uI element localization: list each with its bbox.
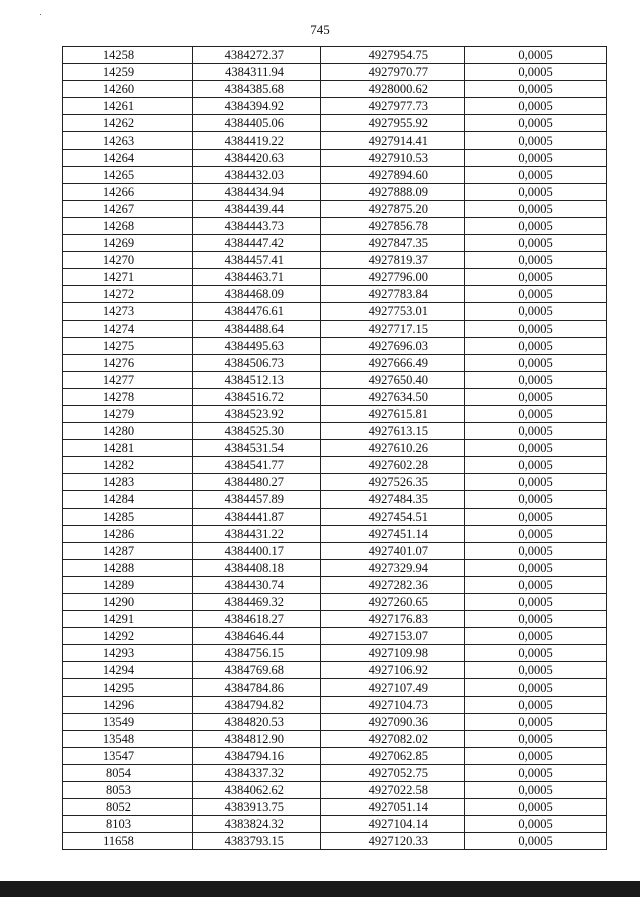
y-coordinate-cell: 4927260.65 (321, 594, 465, 611)
y-coordinate-cell: 4927176.83 (321, 611, 465, 628)
x-coordinate-cell: 4384439.44 (193, 200, 321, 217)
value-cell: 0,0005 (465, 628, 607, 645)
value-cell: 0,0005 (465, 542, 607, 559)
x-coordinate-cell: 4384457.41 (193, 252, 321, 269)
value-cell: 0,0005 (465, 730, 607, 747)
value-cell: 0,0005 (465, 405, 607, 422)
y-coordinate-cell: 4927401.07 (321, 542, 465, 559)
value-cell: 0,0005 (465, 713, 607, 730)
value-cell: 0,0005 (465, 833, 607, 850)
y-coordinate-cell: 4927717.15 (321, 320, 465, 337)
value-cell: 0,0005 (465, 799, 607, 816)
x-coordinate-cell: 4384794.82 (193, 696, 321, 713)
point-id-cell: 14279 (63, 405, 193, 422)
x-coordinate-cell: 4384516.72 (193, 388, 321, 405)
table-row (63, 764, 607, 781)
y-coordinate-cell: 4927977.73 (321, 98, 465, 115)
point-id-cell: 14260 (63, 81, 193, 98)
coordinates-table (62, 46, 607, 850)
page-number: 745 (310, 22, 330, 37)
x-coordinate-cell: 4384062.62 (193, 782, 321, 799)
y-coordinate-cell: 4928000.62 (321, 81, 465, 98)
table-row (63, 782, 607, 799)
x-coordinate-cell: 4384531.54 (193, 440, 321, 457)
x-coordinate-cell: 4384337.32 (193, 764, 321, 781)
y-coordinate-cell: 4927082.02 (321, 730, 465, 747)
y-coordinate-cell: 4927153.07 (321, 628, 465, 645)
table-row (63, 645, 607, 662)
point-id-cell: 14267 (63, 200, 193, 217)
table-row (63, 303, 607, 320)
y-coordinate-cell: 4927856.78 (321, 217, 465, 234)
table-row (63, 594, 607, 611)
x-coordinate-cell: 4384488.64 (193, 320, 321, 337)
x-coordinate-cell: 4383824.32 (193, 816, 321, 833)
table-row (63, 525, 607, 542)
table-row (63, 491, 607, 508)
value-cell: 0,0005 (465, 200, 607, 217)
x-coordinate-cell: 4384646.44 (193, 628, 321, 645)
x-coordinate-cell: 4384432.03 (193, 166, 321, 183)
point-id-cell: 14276 (63, 354, 193, 371)
y-coordinate-cell: 4927610.26 (321, 440, 465, 457)
x-coordinate-cell: 4384794.16 (193, 747, 321, 764)
point-id-cell: 14274 (63, 320, 193, 337)
point-id-cell: 14291 (63, 611, 193, 628)
table-row (63, 235, 607, 252)
value-cell: 0,0005 (465, 149, 607, 166)
x-coordinate-cell: 4384480.27 (193, 474, 321, 491)
value-cell: 0,0005 (465, 132, 607, 149)
point-id-cell: 14284 (63, 491, 193, 508)
y-coordinate-cell: 4927602.28 (321, 457, 465, 474)
point-id-cell: 14282 (63, 457, 193, 474)
point-id-cell: 14261 (63, 98, 193, 115)
y-coordinate-cell: 4927051.14 (321, 799, 465, 816)
x-coordinate-cell: 4384443.73 (193, 217, 321, 234)
x-coordinate-cell: 4384468.09 (193, 286, 321, 303)
value-cell: 0,0005 (465, 320, 607, 337)
table-row (63, 166, 607, 183)
y-coordinate-cell: 4927783.84 (321, 286, 465, 303)
table-row (63, 508, 607, 525)
point-id-cell: 14275 (63, 337, 193, 354)
x-coordinate-cell: 4384272.37 (193, 47, 321, 64)
point-id-cell: 8103 (63, 816, 193, 833)
value-cell: 0,0005 (465, 252, 607, 269)
value-cell: 0,0005 (465, 98, 607, 115)
y-coordinate-cell: 4927634.50 (321, 388, 465, 405)
x-coordinate-cell: 4384434.94 (193, 183, 321, 200)
x-coordinate-cell: 4384523.92 (193, 405, 321, 422)
value-cell: 0,0005 (465, 457, 607, 474)
y-coordinate-cell: 4927107.49 (321, 679, 465, 696)
table-row (63, 47, 607, 64)
y-coordinate-cell: 4927090.36 (321, 713, 465, 730)
value-cell: 0,0005 (465, 337, 607, 354)
y-coordinate-cell: 4927526.35 (321, 474, 465, 491)
point-id-cell: 14268 (63, 217, 193, 234)
value-cell: 0,0005 (465, 508, 607, 525)
y-coordinate-cell: 4927104.14 (321, 816, 465, 833)
point-id-cell: 8054 (63, 764, 193, 781)
value-cell: 0,0005 (465, 371, 607, 388)
value-cell: 0,0005 (465, 81, 607, 98)
y-coordinate-cell: 4927484.35 (321, 491, 465, 508)
table-row (63, 98, 607, 115)
x-coordinate-cell: 4384756.15 (193, 645, 321, 662)
value-cell: 0,0005 (465, 782, 607, 799)
value-cell: 0,0005 (465, 611, 607, 628)
table-row (63, 696, 607, 713)
value-cell: 0,0005 (465, 594, 607, 611)
point-id-cell: 14295 (63, 679, 193, 696)
point-id-cell: 8053 (63, 782, 193, 799)
x-coordinate-cell: 4384525.30 (193, 423, 321, 440)
table-row (63, 388, 607, 405)
y-coordinate-cell: 4927052.75 (321, 764, 465, 781)
x-coordinate-cell: 4383913.75 (193, 799, 321, 816)
y-coordinate-cell: 4927104.73 (321, 696, 465, 713)
value-cell: 0,0005 (465, 166, 607, 183)
table-row (63, 337, 607, 354)
y-coordinate-cell: 4927894.60 (321, 166, 465, 183)
point-id-cell: 14292 (63, 628, 193, 645)
y-coordinate-cell: 4927875.20 (321, 200, 465, 217)
x-coordinate-cell: 4384784.86 (193, 679, 321, 696)
point-id-cell: 14266 (63, 183, 193, 200)
table-row (63, 474, 607, 491)
y-coordinate-cell: 4927910.53 (321, 149, 465, 166)
point-id-cell: 14294 (63, 662, 193, 679)
coordinates-table-body (63, 47, 607, 850)
table-row (63, 730, 607, 747)
table-row (63, 183, 607, 200)
table-row (63, 132, 607, 149)
x-coordinate-cell: 4384441.87 (193, 508, 321, 525)
x-coordinate-cell: 4384385.68 (193, 81, 321, 98)
x-coordinate-cell: 4384430.74 (193, 576, 321, 593)
value-cell: 0,0005 (465, 388, 607, 405)
table-row (63, 320, 607, 337)
y-coordinate-cell: 4927106.92 (321, 662, 465, 679)
point-id-cell: 14283 (63, 474, 193, 491)
point-id-cell: 14269 (63, 235, 193, 252)
point-id-cell: 14270 (63, 252, 193, 269)
x-coordinate-cell: 4384506.73 (193, 354, 321, 371)
value-cell: 0,0005 (465, 183, 607, 200)
value-cell: 0,0005 (465, 525, 607, 542)
x-coordinate-cell: 4384420.63 (193, 149, 321, 166)
table-row (63, 252, 607, 269)
x-coordinate-cell: 4384618.27 (193, 611, 321, 628)
y-coordinate-cell: 4927888.09 (321, 183, 465, 200)
table-row (63, 269, 607, 286)
point-id-cell: 14262 (63, 115, 193, 132)
x-coordinate-cell: 4384405.06 (193, 115, 321, 132)
table-row (63, 115, 607, 132)
y-coordinate-cell: 4927120.33 (321, 833, 465, 850)
y-coordinate-cell: 4927062.85 (321, 747, 465, 764)
value-cell: 0,0005 (465, 217, 607, 234)
point-id-cell: 14288 (63, 559, 193, 576)
point-id-cell: 14259 (63, 64, 193, 81)
point-id-cell: 14285 (63, 508, 193, 525)
point-id-cell: 13548 (63, 730, 193, 747)
table-row (63, 64, 607, 81)
x-coordinate-cell: 4384457.89 (193, 491, 321, 508)
table-row (63, 217, 607, 234)
scan-speck (40, 14, 41, 15)
point-id-cell: 14272 (63, 286, 193, 303)
point-id-cell: 14264 (63, 149, 193, 166)
point-id-cell: 11658 (63, 833, 193, 850)
y-coordinate-cell: 4927914.41 (321, 132, 465, 149)
table-row (63, 679, 607, 696)
point-id-cell: 14278 (63, 388, 193, 405)
point-id-cell: 14281 (63, 440, 193, 457)
value-cell: 0,0005 (465, 816, 607, 833)
y-coordinate-cell: 4927819.37 (321, 252, 465, 269)
y-coordinate-cell: 4927615.81 (321, 405, 465, 422)
value-cell: 0,0005 (465, 115, 607, 132)
x-coordinate-cell: 4384512.13 (193, 371, 321, 388)
value-cell: 0,0005 (465, 645, 607, 662)
x-coordinate-cell: 4384419.22 (193, 132, 321, 149)
value-cell: 0,0005 (465, 354, 607, 371)
value-cell: 0,0005 (465, 491, 607, 508)
table-row (63, 713, 607, 730)
table-row (63, 200, 607, 217)
x-coordinate-cell: 4384311.94 (193, 64, 321, 81)
value-cell: 0,0005 (465, 576, 607, 593)
value-cell: 0,0005 (465, 679, 607, 696)
y-coordinate-cell: 4927451.14 (321, 525, 465, 542)
point-id-cell: 8052 (63, 799, 193, 816)
scan-bottom-edge (0, 881, 640, 897)
value-cell: 0,0005 (465, 286, 607, 303)
y-coordinate-cell: 4927613.15 (321, 423, 465, 440)
x-coordinate-cell: 4384408.18 (193, 559, 321, 576)
x-coordinate-cell: 4384541.77 (193, 457, 321, 474)
x-coordinate-cell: 4384812.90 (193, 730, 321, 747)
point-id-cell: 14271 (63, 269, 193, 286)
x-coordinate-cell: 4384447.42 (193, 235, 321, 252)
value-cell: 0,0005 (465, 696, 607, 713)
value-cell: 0,0005 (465, 47, 607, 64)
y-coordinate-cell: 4927796.00 (321, 269, 465, 286)
table-row (63, 81, 607, 98)
x-coordinate-cell: 4384394.92 (193, 98, 321, 115)
x-coordinate-cell: 4384476.61 (193, 303, 321, 320)
y-coordinate-cell: 4927666.49 (321, 354, 465, 371)
y-coordinate-cell: 4927970.77 (321, 64, 465, 81)
y-coordinate-cell: 4927454.51 (321, 508, 465, 525)
value-cell: 0,0005 (465, 559, 607, 576)
coordinates-table-container (62, 46, 606, 850)
value-cell: 0,0005 (465, 64, 607, 81)
x-coordinate-cell: 4384469.32 (193, 594, 321, 611)
table-row (63, 423, 607, 440)
point-id-cell: 14277 (63, 371, 193, 388)
value-cell: 0,0005 (465, 747, 607, 764)
table-row (63, 457, 607, 474)
y-coordinate-cell: 4927282.36 (321, 576, 465, 593)
table-row (63, 662, 607, 679)
x-coordinate-cell: 4384495.63 (193, 337, 321, 354)
y-coordinate-cell: 4927650.40 (321, 371, 465, 388)
y-coordinate-cell: 4927753.01 (321, 303, 465, 320)
point-id-cell: 14273 (63, 303, 193, 320)
point-id-cell: 13549 (63, 713, 193, 730)
value-cell: 0,0005 (465, 269, 607, 286)
point-id-cell: 14265 (63, 166, 193, 183)
y-coordinate-cell: 4927696.03 (321, 337, 465, 354)
point-id-cell: 14263 (63, 132, 193, 149)
point-id-cell: 14289 (63, 576, 193, 593)
y-coordinate-cell: 4927109.98 (321, 645, 465, 662)
point-id-cell: 14286 (63, 525, 193, 542)
table-row (63, 799, 607, 816)
x-coordinate-cell: 4384400.17 (193, 542, 321, 559)
point-id-cell: 14287 (63, 542, 193, 559)
y-coordinate-cell: 4927329.94 (321, 559, 465, 576)
point-id-cell: 14296 (63, 696, 193, 713)
table-row (63, 542, 607, 559)
value-cell: 0,0005 (465, 235, 607, 252)
point-id-cell: 14280 (63, 423, 193, 440)
table-row (63, 286, 607, 303)
y-coordinate-cell: 4927022.58 (321, 782, 465, 799)
value-cell: 0,0005 (465, 474, 607, 491)
table-row (63, 816, 607, 833)
point-id-cell: 14290 (63, 594, 193, 611)
y-coordinate-cell: 4927954.75 (321, 47, 465, 64)
value-cell: 0,0005 (465, 764, 607, 781)
x-coordinate-cell: 4384820.53 (193, 713, 321, 730)
table-row (63, 611, 607, 628)
table-row (63, 833, 607, 850)
point-id-cell: 14258 (63, 47, 193, 64)
table-row (63, 405, 607, 422)
x-coordinate-cell: 4384769.68 (193, 662, 321, 679)
table-row (63, 354, 607, 371)
table-row (63, 747, 607, 764)
point-id-cell: 14293 (63, 645, 193, 662)
x-coordinate-cell: 4383793.15 (193, 833, 321, 850)
y-coordinate-cell: 4927847.35 (321, 235, 465, 252)
table-row (63, 440, 607, 457)
value-cell: 0,0005 (465, 303, 607, 320)
value-cell: 0,0005 (465, 440, 607, 457)
table-row (63, 149, 607, 166)
y-coordinate-cell: 4927955.92 (321, 115, 465, 132)
value-cell: 0,0005 (465, 662, 607, 679)
table-row (63, 371, 607, 388)
x-coordinate-cell: 4384431.22 (193, 525, 321, 542)
x-coordinate-cell: 4384463.71 (193, 269, 321, 286)
value-cell: 0,0005 (465, 423, 607, 440)
point-id-cell: 13547 (63, 747, 193, 764)
table-row (63, 559, 607, 576)
table-row (63, 576, 607, 593)
table-row (63, 628, 607, 645)
